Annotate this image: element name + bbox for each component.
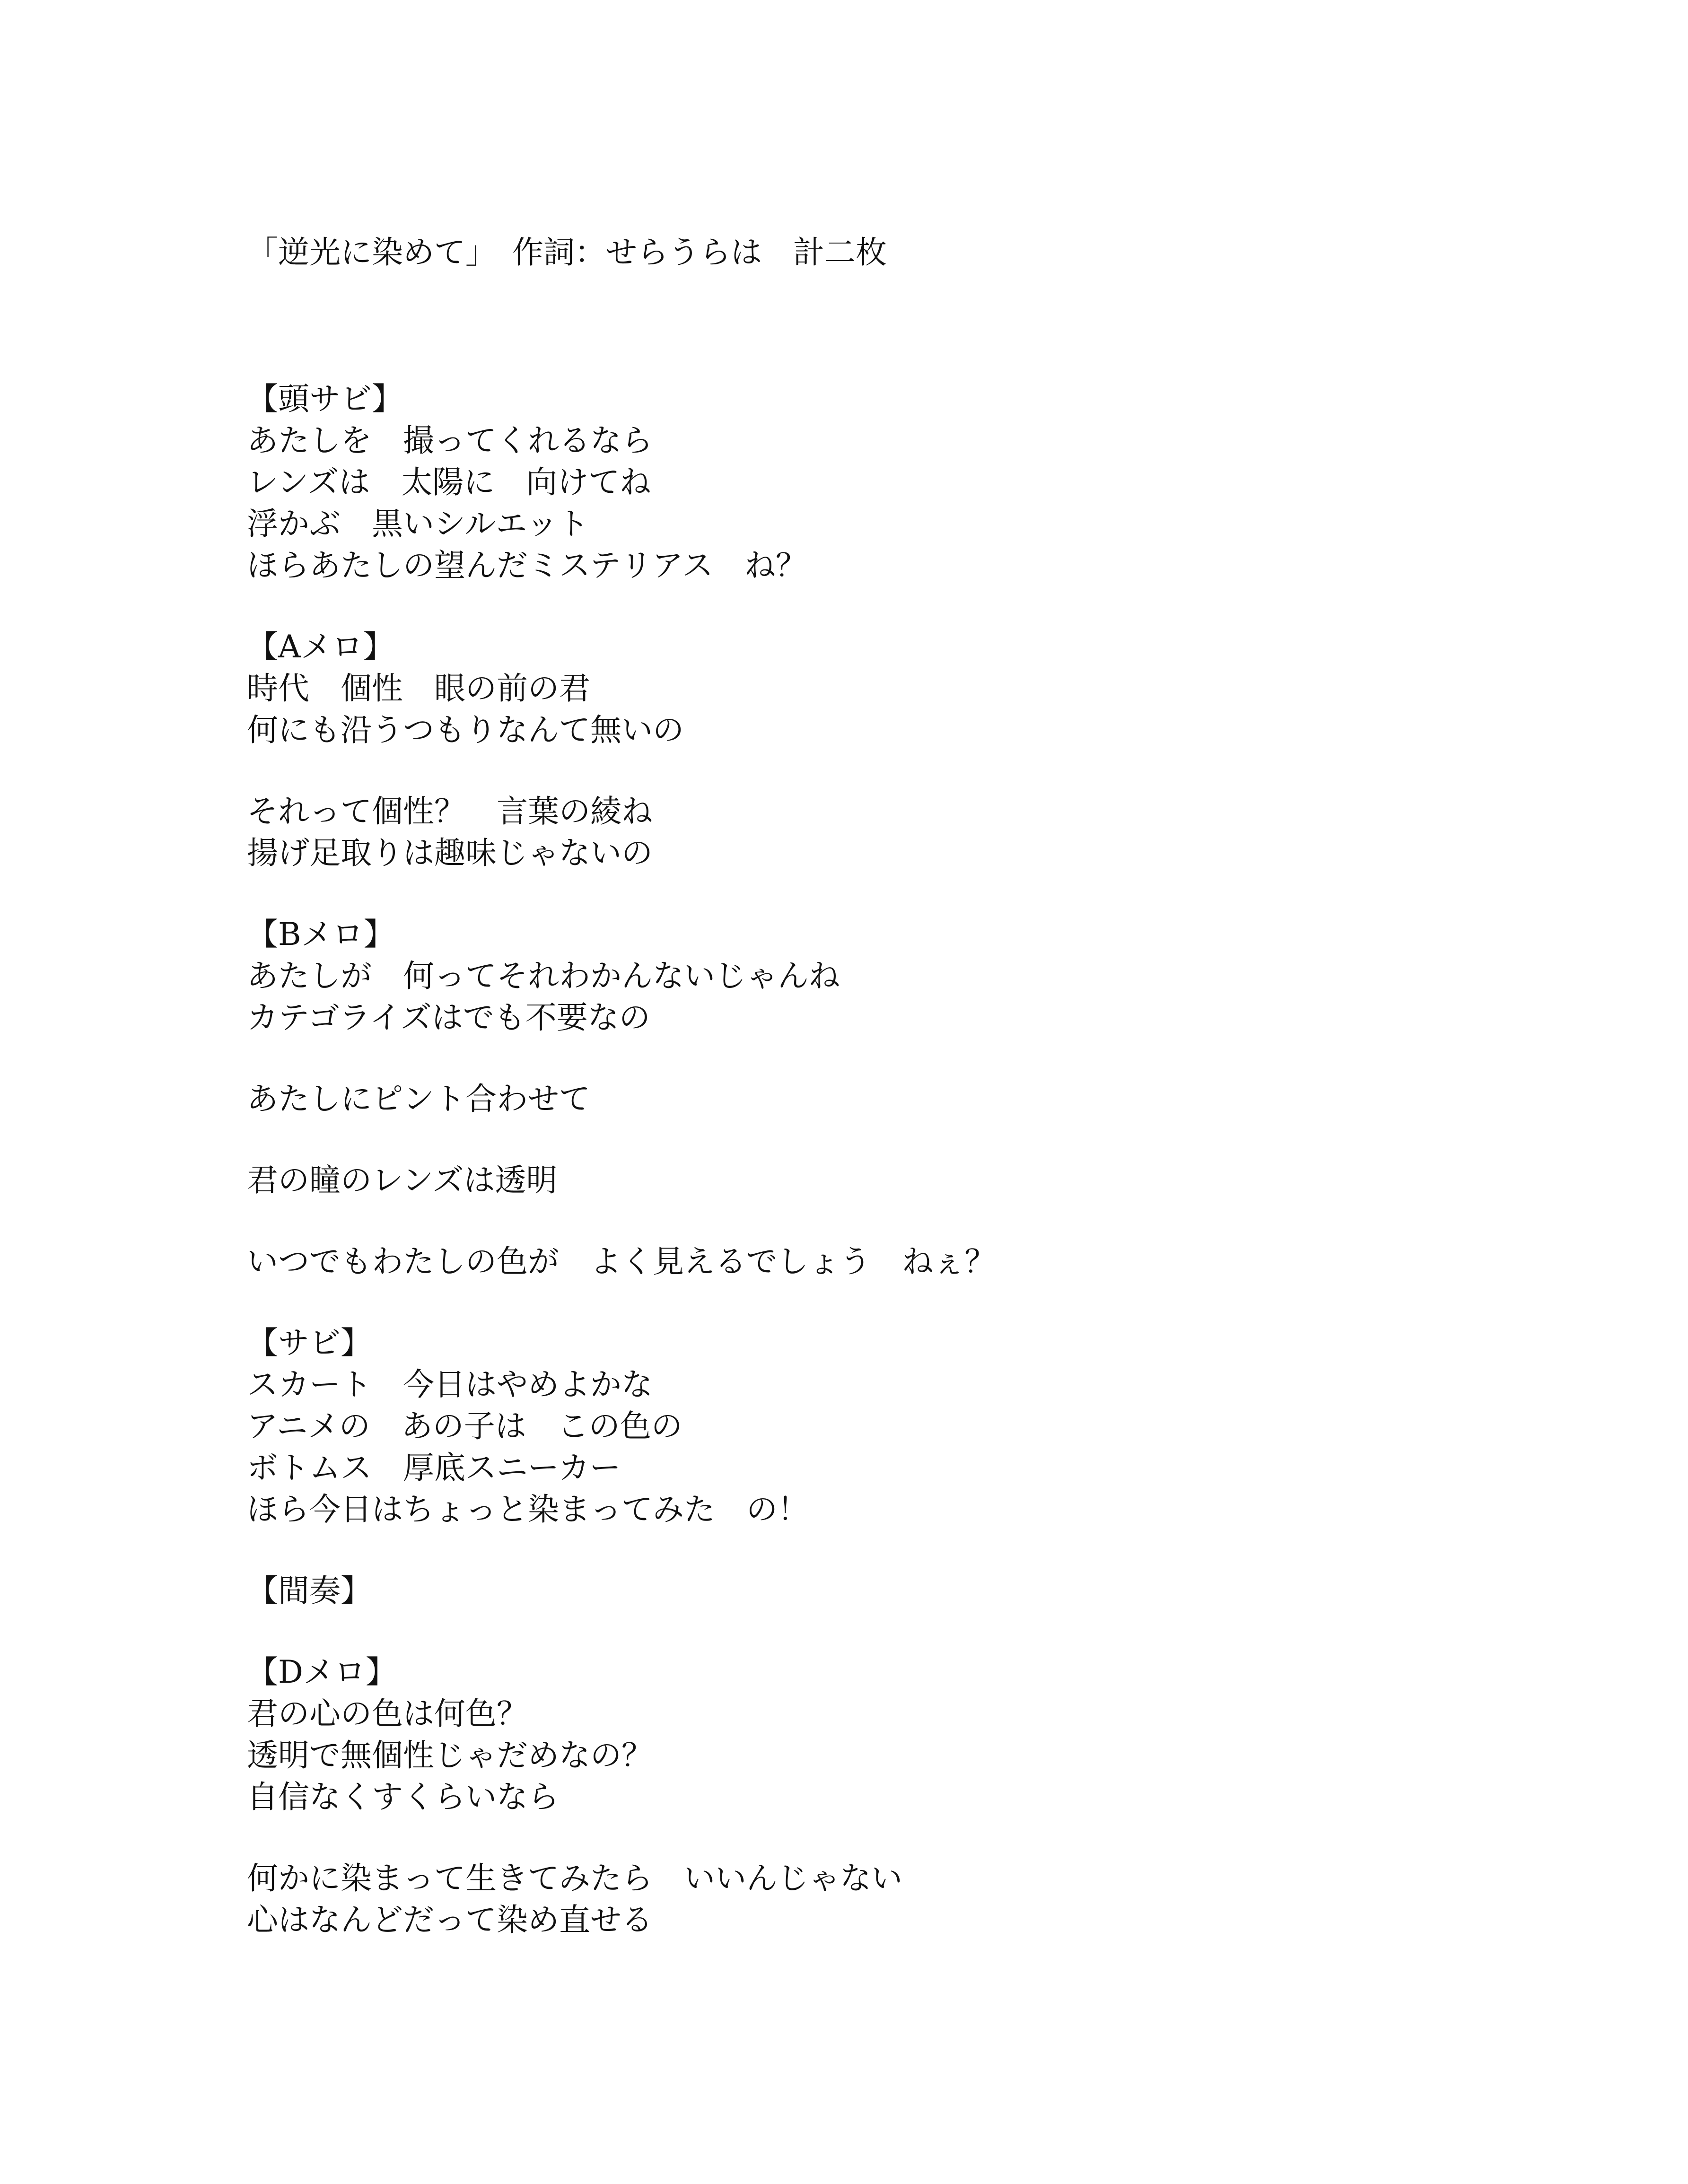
lyric-line: ほら今日はちょっと染まってみた の！ xyxy=(247,1491,809,1528)
lyric-line: スカート 今日はやめよかな xyxy=(247,1366,653,1403)
lyric-line: 何にも沿うつもりなんて無いの xyxy=(247,712,684,748)
lyric-line: カテゴライズはでも不要なの xyxy=(247,999,650,1036)
lyric-line: 浮かぶ 黒いシルエット xyxy=(247,506,589,542)
section-header: 【サビ】 xyxy=(247,1325,372,1361)
lyric-line: いつでもわたしの色が よく見えるでしょう ねぇ？ xyxy=(247,1243,996,1280)
lyric-line: あたしが 何ってそれわかんないじゃんね xyxy=(247,958,840,994)
section-header: 【Bメロ】 xyxy=(247,916,395,952)
section-header: 【間奏】 xyxy=(247,1572,372,1609)
lyrics-content xyxy=(247,232,1524,1941)
lyric-line: ボトムス 厚底スニーカー xyxy=(247,1450,621,1486)
lyric-line: 時代 個性 眼の前の君 xyxy=(247,670,590,707)
section-header: 【頭サビ】 xyxy=(247,381,403,417)
section-header: 【Dメロ】 xyxy=(247,1654,397,1690)
section-header: 【Aメロ】 xyxy=(247,629,394,665)
lyric-line: 自信なくすくらいなら xyxy=(247,1779,559,1815)
lyric-line: ほらあたしの望んだミステリアス ね？ xyxy=(247,547,807,584)
lyric-line: 揚げ足取りは趣味じゃないの xyxy=(247,835,653,871)
lyric-line: 透明で無個性じゃだめなの？ xyxy=(247,1737,653,1773)
lyric-line: 君の心の色は何色？ xyxy=(247,1695,528,1732)
lyric-line: それって個性？ 言葉の綾ね xyxy=(247,793,653,830)
lyric-line: 君の瞳のレンズは透明 xyxy=(247,1162,558,1198)
lyric-line: レンズは 太陽に 向けてね xyxy=(247,464,651,500)
page-title: 「逆光に染めて」 作詞：せらうらは 計二枚 xyxy=(247,234,887,271)
lyric-line: あたしにピント合わせて xyxy=(247,1081,590,1117)
lyric-line: あたしを 撮ってくれるなら xyxy=(247,422,653,459)
lyric-line: アニメの あの子は この色の xyxy=(247,1408,682,1444)
lyric-line: 心はなんどだって染め直せる xyxy=(247,1902,653,1938)
lyric-line: 何かに染まって生きてみたら いいんじゃない xyxy=(247,1860,902,1896)
